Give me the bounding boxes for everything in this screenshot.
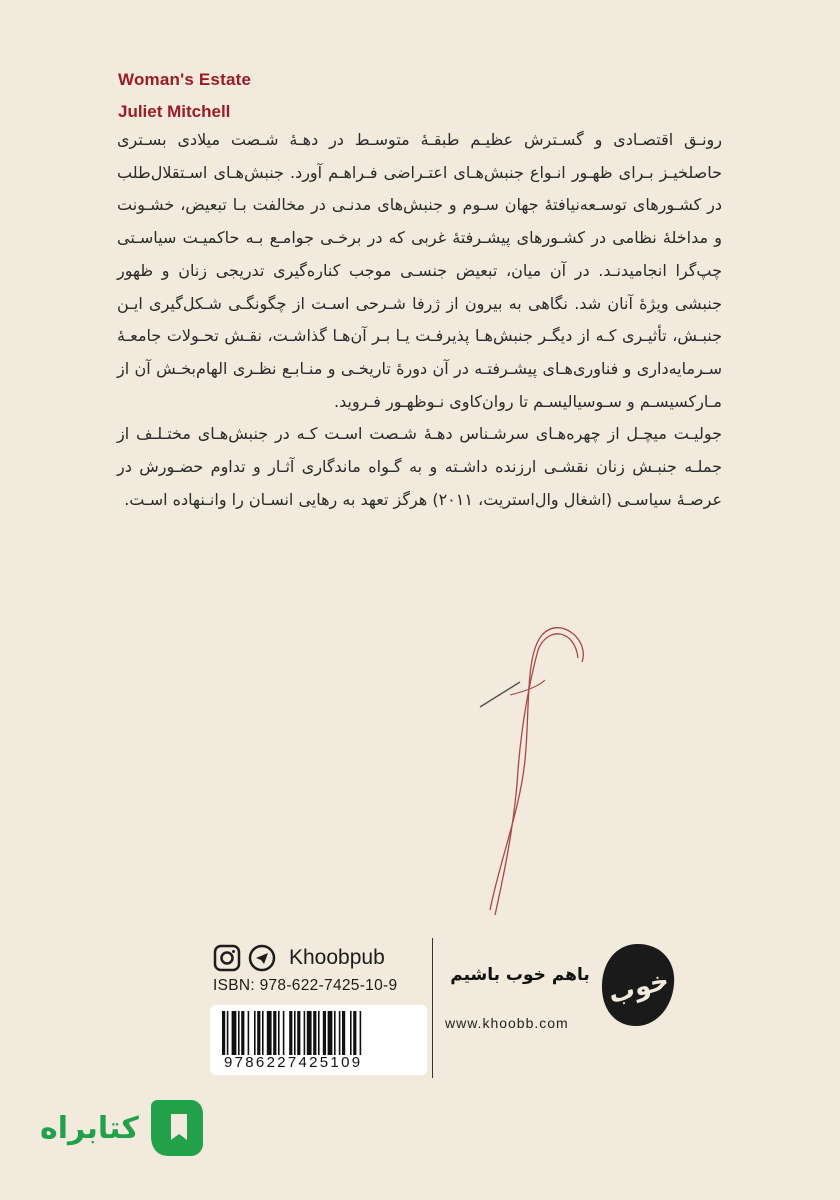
barcode-bar (238, 1011, 240, 1055)
barcode-bar (257, 1011, 260, 1055)
telegram-icon[interactable] (248, 944, 276, 972)
publisher-slogan: باهم خوب باشیم (450, 965, 590, 985)
store-logo (40, 1100, 205, 1156)
description-paragraph-2: جولیـت میچـل از چهره‌هـای سرشـناس دهـۀ شـصت اسـت کـه در جنبش‌هـای مختـلـف از جملـه جنبـش زنان نقشـی ارزنده داشـته و به گـواه ماندگاری آثـار و تداوم حضـورش در عرصـۀ سیاسـی (اشغال وال‌استریت، ۲۰۱۱) هرگز تعهد به رهایی انسـان را وانـنهاده اسـت. (117, 424, 722, 509)
barcode-bar (232, 1011, 237, 1055)
barcode-bar (222, 1011, 225, 1055)
needle-thread-illustration (470, 610, 600, 920)
barcode-bar (273, 1011, 276, 1055)
barcode-number: 9786227425109 (224, 1054, 363, 1071)
isbn-text: ISBN: 978-622-7425-10-9 (213, 977, 398, 994)
barcode (210, 1005, 427, 1075)
barcode-bar (328, 1011, 333, 1055)
store-name: کتابراه (40, 1110, 139, 1146)
description-paragraph-1: رونـق اقتصـادی و گسـترش عظیـم طبقـۀ متوسـط در دهـۀ شـصت میلادی بسـتری حاصلخیـز بـرای ظهـور انـواع جنبش‌هـای اعتـراضی فـراهـم آورد. جنبش‌هـای اسـتقلال‌طلب در کشـورهای توسـعه‌نیافتۀ جهان سـوم و جنبش‌های مدنـی در مخالفت بـا تبعیض، خشـونت و مداخلۀ نظامی در کشـورهای پیشـرفتۀ غربی که در برخـی جوامـع بـه حاکمیـت سیاسـتی چپ‌گرا انجامیدنـد. در آن میان، تبعیض جنسـی موجب کناره‌گیری تدریجی زنان و ظهور جنبشی ویژۀ آنان شد. نگاهی به بیرون از ژرفا شـرحی اسـت از چگونگـی شـکل‌گیری ایـن جنبـش، تأثیـری کـه از دیگـر جنبش‌هـا پذیرفـت یـا بـر آن‌هـا گذاشـت، نقـش تحـولات جامعـۀ سـرمایه‌داری و فناوری‌هـای پیشـرفتـه در آن دورۀ تاریخـی و منـابـع نظـری الهام‌بخـش آن از مـارکسیسـم و سـوسیالیسـم تا روان‌کاوی نـوظهـور فـروید. (117, 130, 722, 411)
barcode-bar (248, 1011, 250, 1055)
barcode-bar (323, 1011, 326, 1055)
barcode-bar (339, 1011, 341, 1055)
barcode-bar (241, 1011, 244, 1055)
barcode-bar (278, 1011, 280, 1055)
store-bookmark-icon (145, 1100, 205, 1156)
barcode-bar (283, 1011, 285, 1055)
divider (432, 938, 433, 1078)
thread-strand-2 (495, 634, 578, 915)
instagram-icon[interactable] (213, 944, 241, 972)
barcode-bar (267, 1011, 272, 1055)
barcode-bar (360, 1011, 362, 1055)
barcode-bar (342, 1011, 345, 1055)
thread-strand-1 (490, 628, 583, 910)
book-title: Woman's Estate (118, 70, 252, 89)
book-description (117, 124, 722, 516)
social-row (213, 944, 385, 972)
barcode-bar (289, 1011, 292, 1055)
thread-loop (510, 680, 545, 695)
barcode-bar (313, 1011, 316, 1055)
barcode-bar (254, 1011, 256, 1055)
book-author: Juliet Mitchell (118, 102, 231, 121)
barcode-bar (262, 1011, 264, 1055)
barcode-bar (307, 1011, 312, 1055)
social-handle[interactable]: Khoobpub (289, 946, 385, 969)
barcode-bar (304, 1011, 306, 1055)
barcode-bar (227, 1011, 229, 1055)
barcode-bar (353, 1011, 356, 1055)
publisher-website[interactable]: www.khoobb.com (445, 1015, 569, 1031)
barcode-bar (297, 1011, 300, 1055)
publisher-logo-text: خوب (605, 965, 673, 1011)
publisher-logo (598, 940, 678, 1030)
barcode-bar (350, 1011, 352, 1055)
barcode-bar (334, 1011, 336, 1055)
barcode-bar (294, 1011, 296, 1055)
barcode-bar (318, 1011, 320, 1055)
